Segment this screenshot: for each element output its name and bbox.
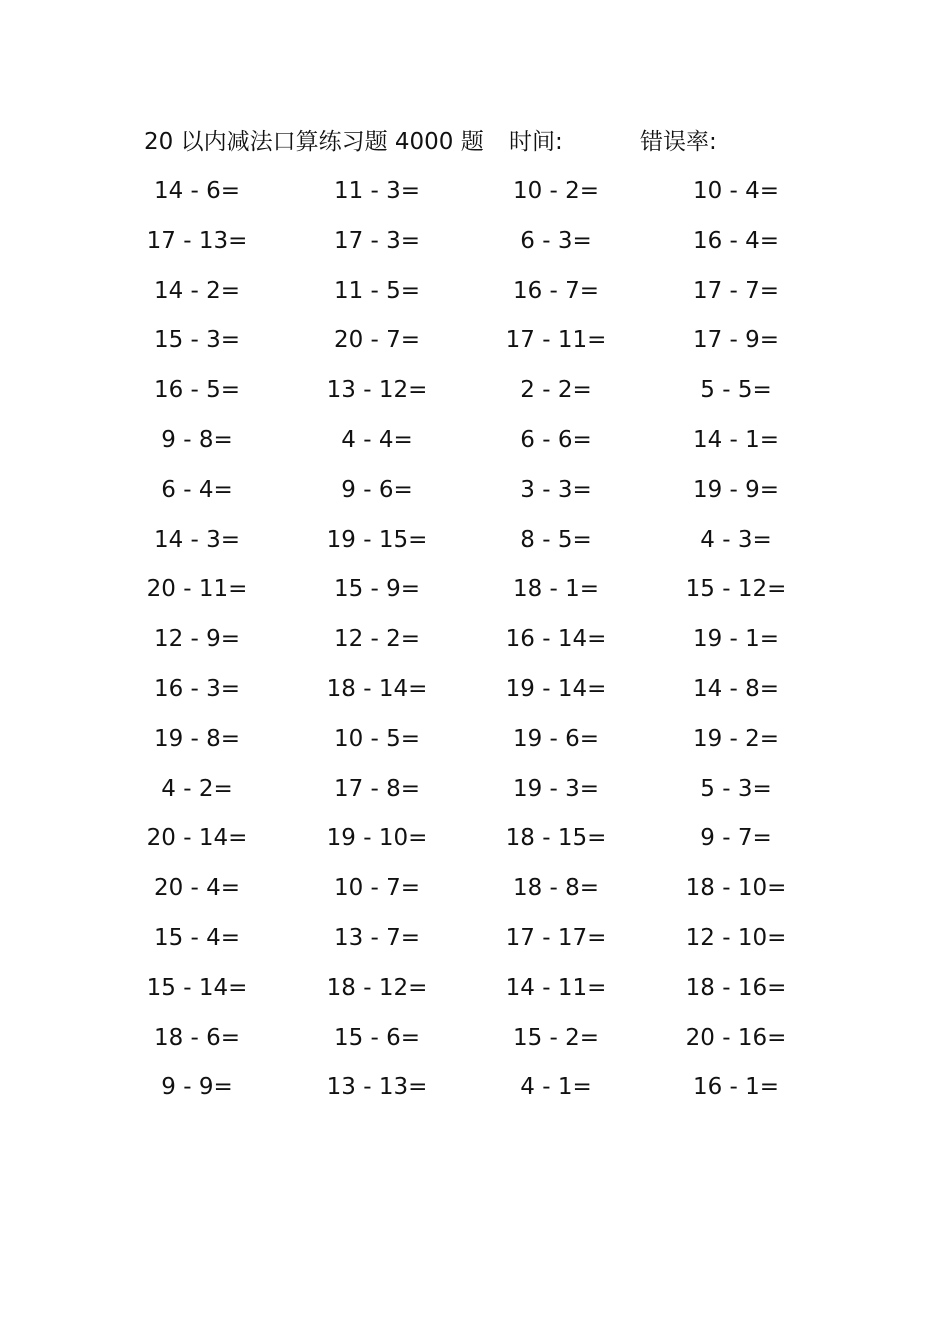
subtraction-problem: 10 - 4= — [692, 178, 780, 204]
subtraction-problem: 19 - 1= — [692, 626, 780, 653]
problem-row — [0, 722, 950, 772]
subtraction-problem: 12 - 10= — [685, 924, 787, 951]
subtraction-problem: 16 - 14= — [505, 626, 607, 653]
problem-row — [0, 224, 950, 274]
subtraction-problem: 14 - 11= — [505, 974, 607, 1001]
subtraction-problem: 18 - 12= — [326, 974, 428, 1001]
subtraction-problem: 16 - 1= — [692, 1074, 780, 1101]
subtraction-problem: 13 - 12= — [326, 377, 428, 404]
subtraction-problem: 4 - 3= — [700, 526, 772, 553]
problem-grid — [0, 174, 950, 1120]
subtraction-problem: 14 - 3= — [153, 526, 241, 553]
subtraction-problem: 16 - 7= — [512, 277, 600, 304]
subtraction-problem: 12 - 2= — [333, 626, 421, 653]
subtraction-problem: 19 - 15= — [326, 526, 428, 553]
subtraction-problem: 6 - 4= — [161, 476, 233, 503]
subtraction-problem: 19 - 3= — [512, 775, 600, 802]
subtraction-problem: 10 - 5= — [333, 725, 421, 752]
subtraction-problem: 17 - 11= — [505, 327, 607, 354]
subtraction-problem: 9 - 9= — [161, 1074, 233, 1101]
subtraction-problem: 18 - 15= — [505, 825, 607, 852]
subtraction-problem: 20 - 16= — [685, 1024, 787, 1051]
subtraction-problem: 17 - 13= — [146, 227, 248, 254]
problem-row — [0, 1021, 950, 1071]
subtraction-problem: 20 - 14= — [146, 825, 248, 852]
problem-row — [0, 373, 950, 423]
subtraction-problem: 15 - 6= — [333, 1024, 421, 1051]
time-label: 时间: — [509, 129, 563, 155]
subtraction-problem: 17 - 8= — [333, 775, 421, 802]
subtraction-problem: 15 - 12= — [685, 576, 787, 603]
subtraction-problem: 18 - 16= — [685, 974, 787, 1001]
subtraction-problem: 11 - 5= — [333, 277, 421, 304]
subtraction-problem: 9 - 8= — [161, 426, 233, 453]
subtraction-problem: 4 - 2= — [161, 775, 233, 802]
problem-row — [0, 672, 950, 722]
problem-row — [0, 772, 950, 822]
subtraction-problem: 10 - 2= — [512, 178, 600, 204]
subtraction-problem: 13 - 7= — [333, 924, 421, 951]
subtraction-problem: 20 - 11= — [146, 576, 248, 603]
subtraction-problem: 19 - 2= — [692, 725, 780, 752]
subtraction-problem: 10 - 7= — [333, 875, 421, 902]
subtraction-problem: 4 - 1= — [520, 1074, 592, 1101]
subtraction-problem: 9 - 6= — [341, 476, 413, 503]
subtraction-problem: 17 - 17= — [505, 924, 607, 951]
subtraction-problem: 12 - 9= — [153, 626, 241, 653]
problem-row — [0, 473, 950, 523]
problem-row — [0, 921, 950, 971]
subtraction-problem: 15 - 14= — [146, 974, 248, 1001]
subtraction-problem: 20 - 4= — [153, 875, 241, 902]
subtraction-problem: 3 - 3= — [520, 476, 592, 503]
subtraction-problem: 19 - 6= — [512, 725, 600, 752]
subtraction-problem: 14 - 2= — [153, 277, 241, 304]
problem-row — [0, 572, 950, 622]
subtraction-problem: 19 - 8= — [153, 725, 241, 752]
subtraction-problem: 19 - 14= — [505, 675, 607, 702]
subtraction-problem: 14 - 8= — [692, 675, 780, 702]
subtraction-problem: 15 - 3= — [153, 327, 241, 354]
problem-row — [0, 1070, 950, 1120]
worksheet-title: 20 以内减法口算练习题 4000 题 — [144, 129, 484, 155]
subtraction-problem: 11 - 3= — [333, 178, 421, 204]
problem-row — [0, 871, 950, 921]
subtraction-problem: 15 - 2= — [512, 1024, 600, 1051]
subtraction-problem: 5 - 5= — [700, 377, 772, 404]
subtraction-problem: 6 - 3= — [520, 227, 592, 254]
subtraction-problem: 2 - 2= — [520, 377, 592, 404]
subtraction-problem: 15 - 4= — [153, 924, 241, 951]
problem-row — [0, 523, 950, 573]
error-rate-label: 错误率: — [640, 129, 717, 155]
subtraction-problem: 19 - 10= — [326, 825, 428, 852]
subtraction-problem: 13 - 13= — [326, 1074, 428, 1101]
subtraction-problem: 14 - 1= — [692, 426, 780, 453]
subtraction-problem: 18 - 1= — [512, 576, 600, 603]
problem-row — [0, 821, 950, 871]
subtraction-problem: 17 - 3= — [333, 227, 421, 254]
problem-row — [0, 622, 950, 672]
subtraction-problem: 19 - 9= — [692, 476, 780, 503]
subtraction-problem: 5 - 3= — [700, 775, 772, 802]
problem-row — [0, 971, 950, 1021]
subtraction-problem: 9 - 7= — [700, 825, 772, 852]
problem-row — [0, 323, 950, 373]
subtraction-problem: 20 - 7= — [333, 327, 421, 354]
subtraction-problem: 18 - 14= — [326, 675, 428, 702]
subtraction-problem: 15 - 9= — [333, 576, 421, 603]
subtraction-problem: 4 - 4= — [341, 426, 413, 453]
problem-row — [0, 423, 950, 473]
subtraction-problem: 17 - 9= — [692, 327, 780, 354]
subtraction-problem: 8 - 5= — [520, 526, 592, 553]
problem-row — [0, 274, 950, 324]
problem-row — [0, 174, 950, 224]
subtraction-problem: 14 - 6= — [153, 178, 241, 204]
subtraction-problem: 16 - 4= — [692, 227, 780, 254]
subtraction-problem: 17 - 7= — [692, 277, 780, 304]
subtraction-problem: 16 - 5= — [153, 377, 241, 404]
subtraction-problem: 16 - 3= — [153, 675, 241, 702]
subtraction-problem: 6 - 6= — [520, 426, 592, 453]
subtraction-problem: 18 - 10= — [685, 875, 787, 902]
subtraction-problem: 18 - 6= — [153, 1024, 241, 1051]
subtraction-problem: 18 - 8= — [512, 875, 600, 902]
